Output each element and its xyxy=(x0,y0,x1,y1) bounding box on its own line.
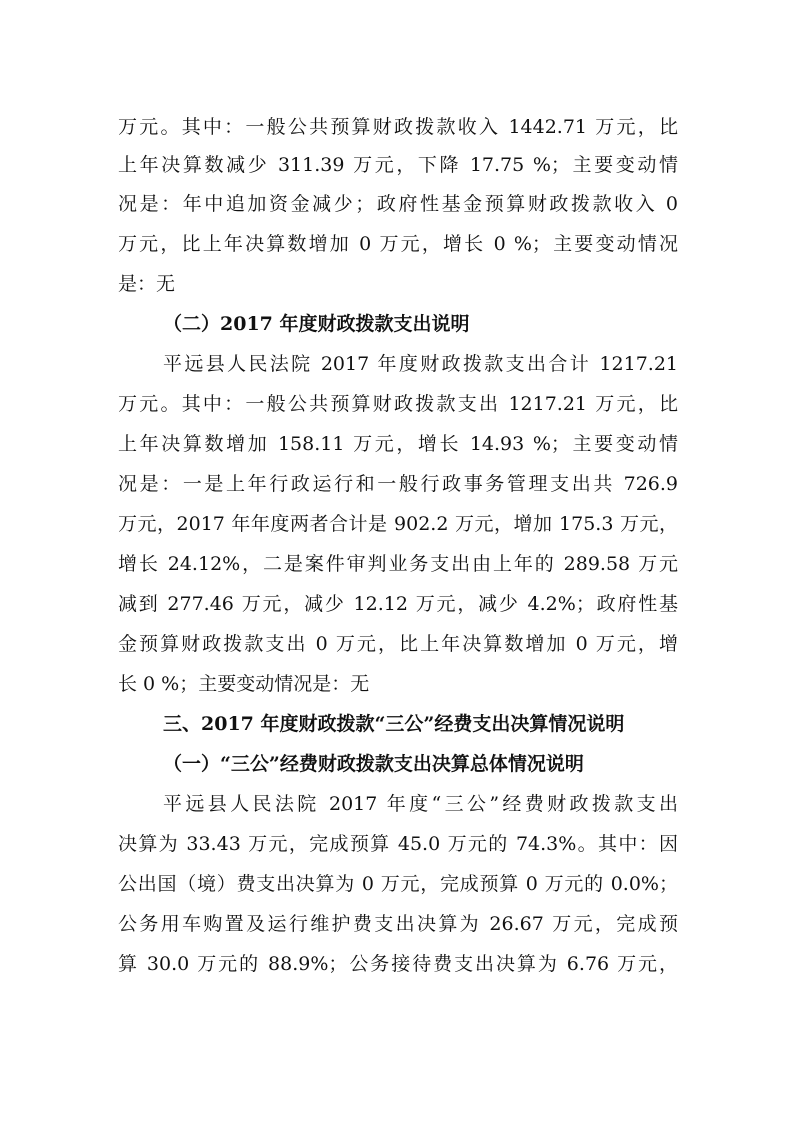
paragraph-3-line-4: 公务用车购置及运行维护费支出决算为 26.67 万元，完成预 xyxy=(118,913,678,935)
paragraph-2-line-9: 长 0 %；主要变动情况是：无 xyxy=(118,673,370,695)
paragraph-2-line-2: 万元。其中：一般公共预算财政拨款支出 1217.21 万元，比 xyxy=(118,393,678,415)
section-heading-3: 三、2017 年度财政拨款“三公”经费支出决算情况说明 xyxy=(163,713,625,735)
paragraph-1-line-1: 万元。其中：一般公共预算财政拨款收入 1442.71 万元，比 xyxy=(118,116,678,138)
paragraph-2-line-6: 增长 24.12%，二是案件审判业务支出由上年的 289.58 万元 xyxy=(118,553,678,575)
section-heading-3-1: （一）“三公”经费财政拨款支出决算总体情况说明 xyxy=(163,753,584,775)
paragraph-2-line-3: 上年决算数增加 158.11 万元，增长 14.93 %；主要变动情 xyxy=(118,433,678,455)
paragraph-1-line-3: 况是：年中追加资金减少；政府性基金预算财政拨款收入 0 xyxy=(118,193,678,215)
paragraph-2-line-5: 万元，2017 年年度两者合计是 902.2 万元，增加 175.3 万元， xyxy=(118,513,678,535)
paragraph-1-line-5: 是：无 xyxy=(118,273,176,295)
section-heading-2: （二）2017 年度财政拨款支出说明 xyxy=(163,313,470,335)
paragraph-1-line-2: 上年决算数减少 311.39 万元，下降 17.75 %；主要变动情 xyxy=(118,154,678,176)
paragraph-3-line-1: 平远县人民法院 2017 年度“三公”经费财政拨款支出 xyxy=(163,793,678,815)
paragraph-2-line-4: 况是：一是上年行政运行和一般行政事务管理支出共 726.9 xyxy=(118,473,678,495)
paragraph-2-line-7: 减到 277.46 万元，减少 12.12 万元，减少 4.2%；政府性基 xyxy=(118,593,678,615)
paragraph-1-line-4: 万元，比上年决算数增加 0 万元，增长 0 %；主要变动情况 xyxy=(118,233,678,255)
paragraph-2-line-8: 金预算财政拨款支出 0 万元，比上年决算数增加 0 万元，增 xyxy=(118,633,678,655)
paragraph-3-line-5: 算 30.0 万元的 88.9%；公务接待费支出决算为 6.76 万元， xyxy=(118,953,678,975)
paragraph-3-line-2: 决算为 33.43 万元，完成预算 45.0 万元的 74.3%。其中：因 xyxy=(118,833,678,855)
paragraph-2-line-1: 平远县人民法院 2017 年度财政拨款支出合计 1217.21 xyxy=(163,353,678,375)
paragraph-3-line-3: 公出国（境）费支出决算为 0 万元，完成预算 0 万元的 0.0%； xyxy=(118,873,678,895)
